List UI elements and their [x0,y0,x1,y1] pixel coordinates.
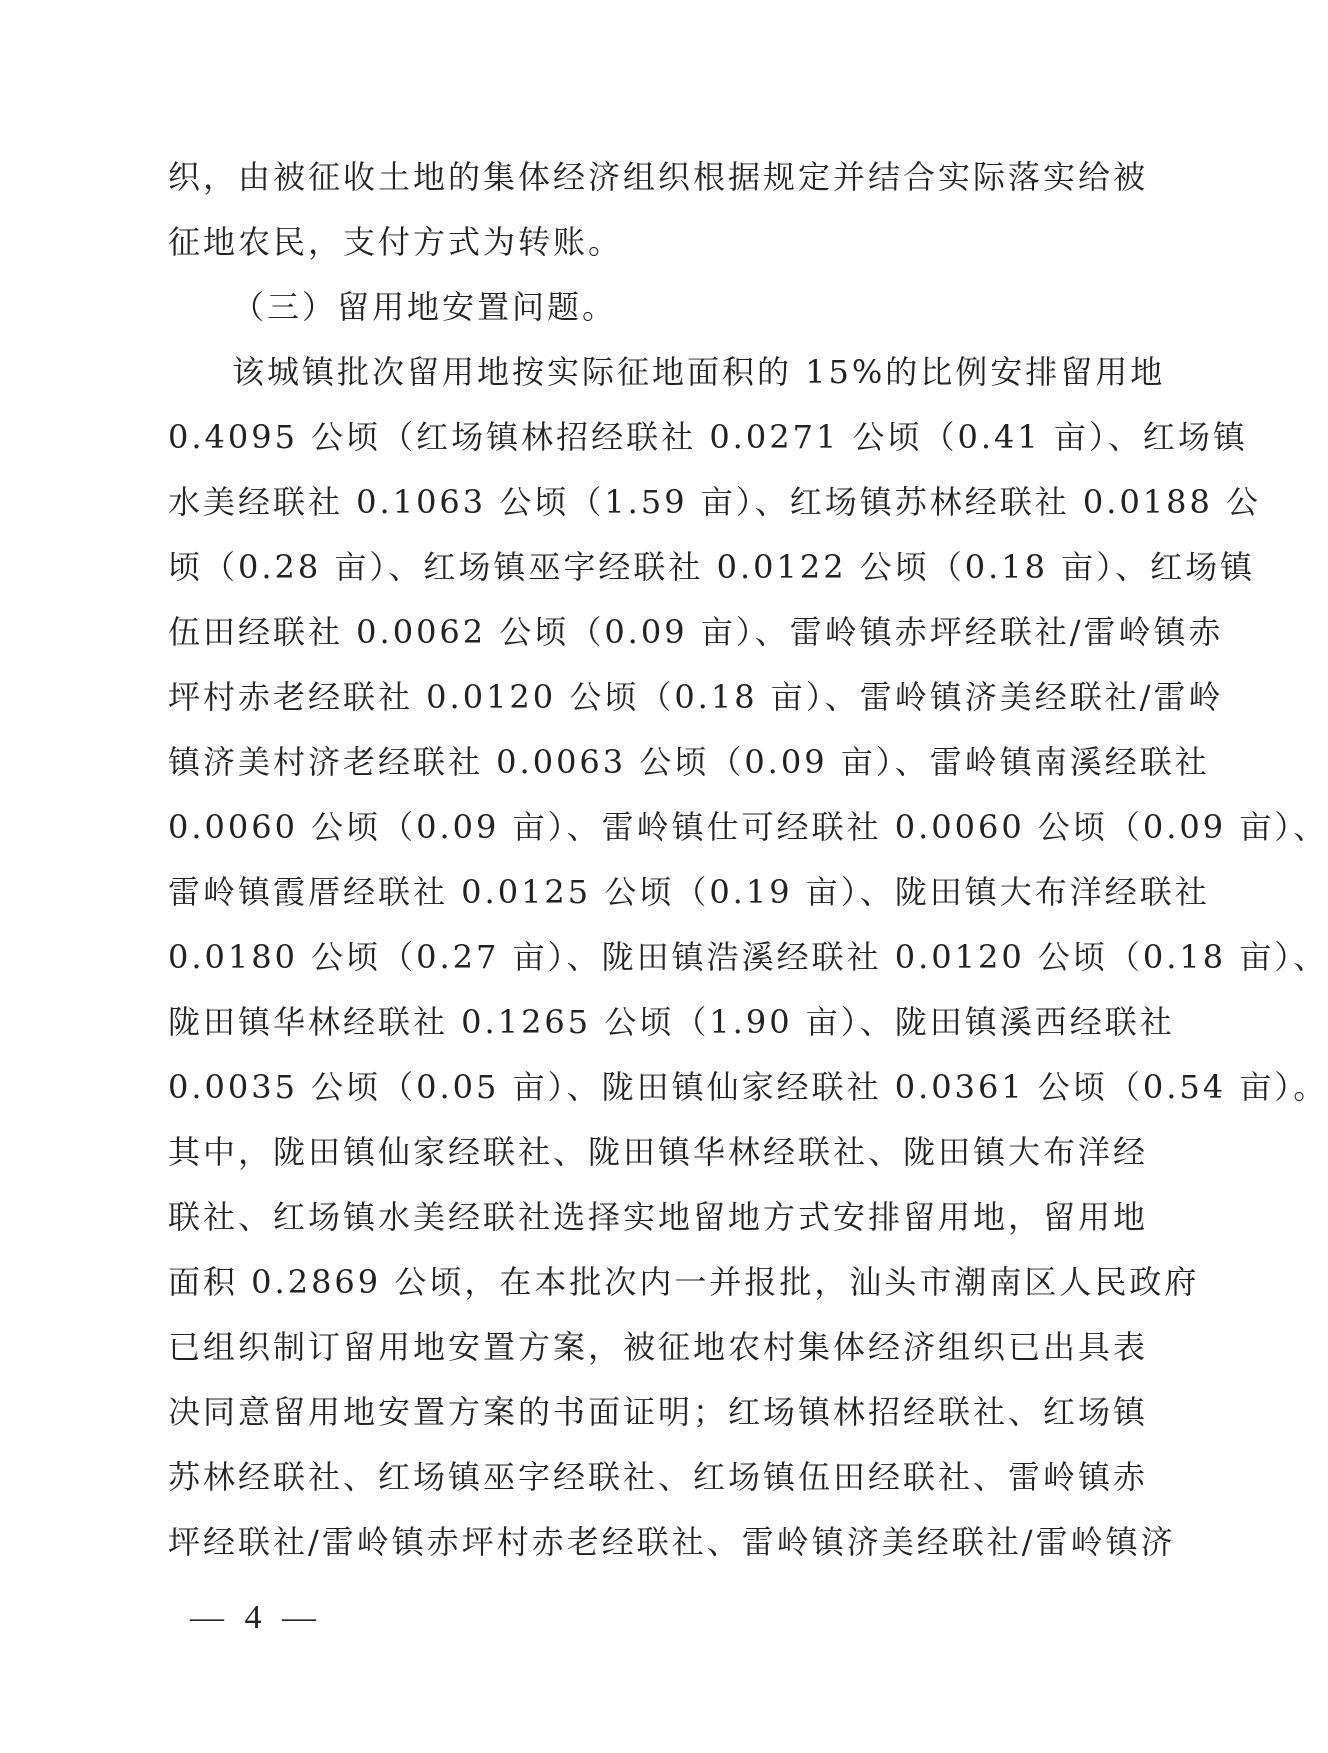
text-line: 0.0035 公顷（0.05 亩）、陇田镇仙家经联社 0.0361 公顷（0.54 亩）。 [168,1068,1328,1106]
section-heading: （三）留用地安置问题。 [232,288,618,326]
page-number: — 4 — [190,1599,322,1636]
text-line: 镇济美村济老经联社 0.0063 公顷（0.09 亩）、雷岭镇南溪经联社 [168,743,1210,781]
text-line: 决同意留用地安置方案的书面证明；红场镇林招经联社、红场镇 [168,1393,1149,1431]
text-line: 已组织制订留用地安置方案，被征地农村集体经济组织已出具表 [168,1328,1149,1366]
text-line: 伍田经联社 0.0062 公顷（0.09 亩）、雷岭镇赤坪经联社/雷岭镇赤 [168,613,1224,651]
text-line: 雷岭镇霞厝经联社 0.0125 公顷（0.19 亩）、陇田镇大布洋经联社 [168,873,1210,911]
text-line: 坪经联社/雷岭镇赤坪村赤老经联社、雷岭镇济美经联社/雷岭镇济 [168,1523,1176,1561]
text-line: 苏林经联社、红场镇巫字经联社、红场镇伍田经联社、雷岭镇赤 [168,1458,1149,1496]
text-line: 其中，陇田镇仙家经联社、陇田镇华林经联社、陇田镇大布洋经 [168,1133,1149,1171]
text-line: 0.4095 公顷（红场镇林招经联社 0.0271 公顷（0.41 亩）、红场镇 [168,418,1248,456]
text-line: 坪村赤老经联社 0.0120 公顷（0.18 亩）、雷岭镇济美经联社/雷岭 [168,678,1224,716]
text-line: 0.0060 公顷（0.09 亩）、雷岭镇仕可经联社 0.0060 公顷（0.09 亩）、 [168,808,1328,846]
body-text [168,145,1328,1575]
text-line: 顷（0.28 亩）、红场镇巫字经联社 0.0122 公顷（0.18 亩）、红场镇 [168,548,1256,586]
text-line: 面积 0.2869 公顷，在本批次内一并报批，汕头市潮南区人民政府 [168,1263,1200,1301]
text-line: 征地农民，支付方式为转账。 [168,223,624,261]
text-line: 联社、红场镇水美经联社选择实地留地方式安排留用地，留用地 [168,1198,1149,1236]
text-line: 织，由被征收土地的集体经济组织根据规定并结合实际落实给被 [168,158,1149,196]
text-line: 水美经联社 0.1063 公顷（1.59 亩）、红场镇苏林经联社 0.0188 公 [168,483,1262,521]
text-line: 陇田镇华林经联社 0.1265 公顷（1.90 亩）、陇田镇溪西经联社 [168,1003,1175,1041]
text-line: 该城镇批次留用地按实际征地面积的 15%的比例安排留用地 [232,353,1166,391]
text-line: 0.0180 公顷（0.27 亩）、陇田镇浩溪经联社 0.0120 公顷（0.18 亩）、 [168,938,1328,976]
